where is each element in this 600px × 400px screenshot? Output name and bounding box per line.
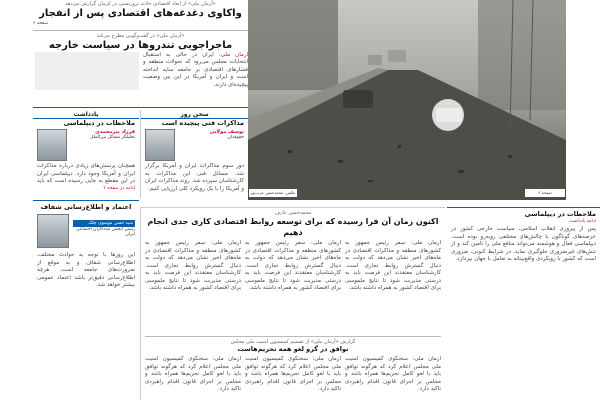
explosion-scene-image bbox=[248, 0, 566, 200]
box-trust bbox=[33, 200, 139, 400]
right-opinion-column bbox=[447, 207, 600, 400]
author-role: تحلیلگر مسائل بین‌الملل bbox=[90, 135, 135, 140]
top-left-news-column bbox=[33, 0, 248, 108]
author-avatar bbox=[37, 129, 67, 161]
right-column-title[interactable]: ملاحظات در دیپلماسی bbox=[524, 210, 596, 218]
box-yaddasht bbox=[33, 110, 139, 198]
second-text-col-2: آرمان ملی: سخنگوی کمیسیون امنیت ملی مجلس اعلام کرد که هرگونه توافق باید با لغو کامل تحریم‌ها همراه باشد و مجلس بر اجرای قانون اقدام راهبردی تاکید دارد. bbox=[245, 356, 341, 392]
main-text-col-1: آرمان ملی: سفر رئیس جمهور به کشورهای منطقه و مذاکرات اقتصادی در ماه‌های اخیر نشان می‌دهد که دولت به دنبال گسترش روابط تجاری است. کارشناسان معتقدند این فرصت باید به درستی مدیریت شود تا نتایج ملموسی برای اقتصاد کشور به همراه داشته باشد. bbox=[345, 240, 441, 291]
main-headline[interactable]: اکنون زمان آن فرا رسیده که برای توسعه روابط اقتصادی کاری جدی انجام دهیم bbox=[147, 217, 439, 237]
kicker-2: «آرمان ملی» در گفت‌وگویی مطرح می‌کند bbox=[96, 32, 185, 39]
box-headline[interactable]: مذاکرات فنی پیچیده است bbox=[161, 119, 244, 127]
right-column-continue: ادامه یادداشت bbox=[569, 219, 596, 224]
right-margin-strip bbox=[566, 0, 600, 200]
author-role: حقوقدان bbox=[227, 135, 244, 140]
kicker-1: «آرمان ملی» از ابعاد اقتصادی حادثه تروریستی در کرمان گزارش می‌دهد bbox=[65, 1, 216, 7]
divider bbox=[145, 336, 441, 337]
box-text: این روزها با توجه به حوادث مختلف، اطلاع‌رسانی شفاف و به موقع از ضرورت‌های جامعه است. هرچه اطلاع‌رسانی دقیق‌تر باشد اعتماد عمومی بیشتر خواهد شد. bbox=[37, 252, 135, 288]
photo-caption: عکس: محمدحسن عرب‌پور bbox=[250, 190, 296, 195]
main-text-col-3: آرمان ملی: سفر رئیس جمهور به کشورهای منطقه و مذاکرات اقتصادی در ماه‌های اخیر نشان می‌دهد که دولت به دنبال گسترش روابط تجاری است. کارشناسان معتقدند این فرصت باید به درستی مدیریت شود تا نتایج ملموسی برای اقتصاد کشور به همراه داشته باشد. bbox=[145, 240, 241, 291]
main-story bbox=[140, 207, 445, 400]
second-kicker: گزارش «آرمان ملی» از تصمیم کمیسیون امنیت ملی مجلس bbox=[230, 339, 356, 345]
lead-text-right: آرمان ملی: ایران در حالی به استقبال انتخابات مجلس می‌رود که تحولات منطقه و فشارهای اقتصادی بر جامعه سایه انداخته است و ایران و آمریکا در این بین وضعیت پیچیده‌ای دارند. bbox=[143, 51, 248, 88]
page-ref: صفحه ۶ bbox=[33, 21, 49, 26]
author-role: رئیس انجمن مددکاران اجتماعی ایران bbox=[75, 227, 135, 237]
main-photo[interactable] bbox=[248, 0, 566, 200]
headline-1[interactable]: واکاوی دغدغه‌های اقتصادی پس از انفجار bbox=[39, 8, 242, 19]
author-name: سید حسن موسوی چلک bbox=[73, 220, 135, 227]
second-text-col-3: آرمان ملی: سخنگوی کمیسیون امنیت ملی مجلس اعلام کرد که هرگونه توافق باید با لغو کامل تحریم‌ها همراه باشد و مجلس بر اجرای قانون اقدام راهبردی تاکید دارد. bbox=[145, 356, 241, 392]
author-name: فرزاد پیرمحمدی bbox=[95, 129, 135, 135]
box-title: یادداشت bbox=[33, 110, 139, 119]
main-text-col-2: آرمان ملی: سفر رئیس جمهور به کشورهای منطقه و مذاکرات اقتصادی در ماه‌های اخیر نشان می‌دهد که دولت به دنبال گسترش روابط تجاری است. کارشناسان معتقدند این فرصت باید به درستی مدیریت شود تا نتایج ملموسی برای اقتصاد کشور به همراه داشته باشد. bbox=[245, 240, 341, 291]
second-headline[interactable]: توافق در گرو لغو همه تحریم‌هاست bbox=[237, 345, 349, 353]
photo-page-tag: صفحه ۲ bbox=[525, 189, 565, 197]
headline-2[interactable]: ماجراجویی تندروها در سیاست خارجه bbox=[48, 39, 233, 51]
divider bbox=[33, 30, 248, 31]
box-headline[interactable]: ملاحظات در دیپلماسی bbox=[63, 119, 135, 127]
byline: محمدحسن عارف bbox=[274, 210, 312, 216]
author-avatar bbox=[145, 129, 175, 161]
box-text: دور سوم مذاکرات ایران و آمریکا برگزار شد. مسائل فنی این مذاکرات به کارشناسان سپرده شد. روند مذاکرات ایران و آمریکا را با یک رویکرد کلی ارزیابی کنیم. bbox=[145, 163, 244, 192]
box-sokhan-rooz bbox=[140, 110, 248, 198]
author-name: یوسف مولایی bbox=[209, 129, 244, 135]
continue-link[interactable]: ادامه در صفحه ۲ bbox=[103, 186, 135, 191]
box-headline[interactable]: اعتماد و اطلاع‌رسانی شفاف bbox=[40, 203, 132, 211]
text-block-left bbox=[35, 52, 139, 90]
box-title: سخن روز bbox=[141, 110, 248, 119]
author-avatar bbox=[37, 214, 69, 248]
box-text: همچنان پرسش‌های زیادی درباره مذاکرات ایران و آمریکا وجود دارد. دیپلماسی ایران در این مقطع به جایی رسیده است که باید bbox=[37, 163, 135, 184]
second-text-col-1: آرمان ملی: سخنگوی کمیسیون امنیت ملی مجلس اعلام کرد که هرگونه توافق باید با لغو کامل تحریم‌ها همراه باشد و مجلس بر اجرای قانون اقدام راهبردی تاکید دارد. bbox=[345, 356, 441, 392]
right-column-text: پس از پیروزی انقلاب اسلامی، سیاست خارجی کشور در عرصه‌های گوناگون با چالش‌های مختلفی روبه‌رو بوده است. دیپلماسی فعال و هوشمند می‌تواند منافع ملی را تامین کند و از تنش‌های غیرضروری جلوگیری نماید. در شرایط کنونی، ضروری است که کشور با رویکردی واقع‌بینانه به تعامل با جهان بپردازد. bbox=[451, 226, 596, 262]
